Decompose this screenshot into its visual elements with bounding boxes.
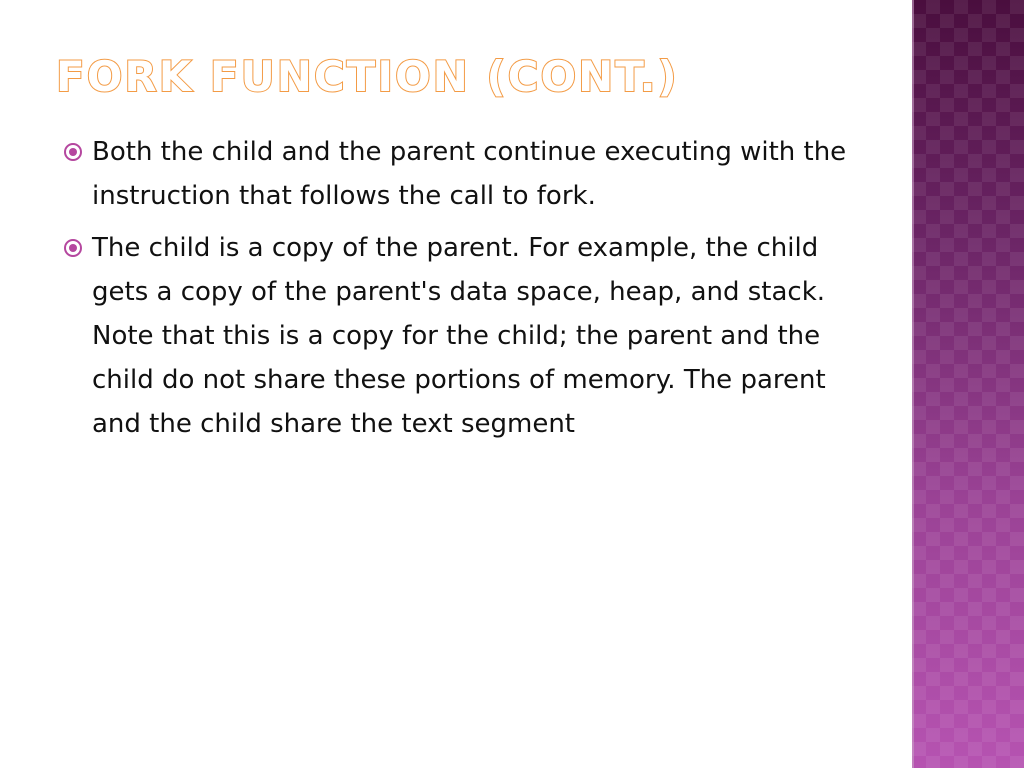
- bullet-item: [60, 226, 860, 446]
- bullet-list: [60, 130, 860, 454]
- decorative-side-band: [912, 0, 1024, 768]
- slide-title: FORK FUNCTION (CONT.): [56, 52, 679, 101]
- bullet-text: Both the child and the parent continue executing with the instruction that follows the call to fork.: [92, 137, 847, 211]
- bullet-text: The child is a copy of the parent. For example, the child gets a copy of the parent's data space, heap, and stack. Note that this is a copy for the child; the parent and the child do not share these portions of memory. The parent and the child share the text segment: [92, 233, 826, 439]
- circled-dot-bullet-icon: [64, 143, 82, 161]
- bullet-item: [60, 130, 860, 218]
- circled-dot-bullet-icon: [64, 239, 82, 257]
